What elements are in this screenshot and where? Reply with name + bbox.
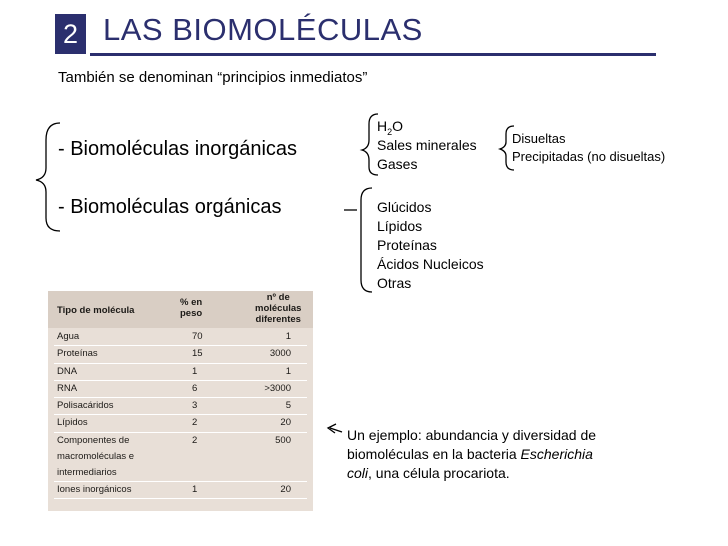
table-row: Polisacáridos 3 5 — [54, 398, 307, 415]
section-number: 2 — [55, 14, 86, 54]
sales-types-list — [512, 130, 665, 166]
inorganic-brace — [362, 114, 378, 175]
header-molecule-type: Tipo de molécula — [57, 305, 135, 316]
table-row: Proteínas 15 3000 — [54, 346, 307, 363]
table-row: RNA 6 >3000 — [54, 381, 307, 398]
category-organic: - Biomoléculas orgánicas — [58, 196, 282, 218]
species-name: Escherichia coli — [347, 446, 593, 481]
table-caption: Un ejemplo: abundancia y diversidad de biomoléculas en la bacteria Escherichia coli, una célula procariota. — [347, 427, 597, 481]
organic-item: Otras — [377, 275, 412, 291]
organic-item: Ácidos Nucleicos — [377, 256, 484, 272]
table-body — [54, 329, 307, 499]
item-gases: Gases — [377, 156, 418, 172]
category-inorganic: - Biomoléculas inorgánicas — [58, 138, 298, 160]
biomolecule-table-image — [48, 291, 313, 511]
sales-type: Precipitadas (no disueltas) — [512, 149, 666, 164]
header-percent-weight: % en peso — [180, 297, 203, 319]
organic-item: Lípidos — [377, 218, 423, 234]
table-row: Componentes de macromoléculas e intermediarios 2 500 — [54, 433, 307, 482]
header-molecule-count: nº de moléculas diferentes — [255, 292, 302, 325]
table-row: Agua 70 1 — [54, 329, 307, 346]
inorganic-list — [377, 117, 477, 174]
item-water: $H_2O$ — [377, 118, 404, 137]
organic-item: Glúcidos — [377, 199, 432, 215]
left-brace — [36, 123, 60, 231]
table-row: Lípidos 2 20 — [54, 415, 307, 432]
organic-item: Proteínas — [377, 237, 437, 253]
table-row: DNA 1 1 — [54, 364, 307, 381]
page-title: LAS BIOMOLÉCULAS — [103, 12, 423, 47]
sales-type: Disueltas — [512, 131, 566, 146]
item-sales: Sales minerales — [377, 137, 477, 153]
table-row: Iones inorgánicos 1 20 — [54, 482, 307, 499]
organic-list — [377, 198, 484, 293]
subtitle: También se denominan “principios inmediatos” — [58, 69, 368, 86]
organic-brace — [361, 188, 372, 292]
